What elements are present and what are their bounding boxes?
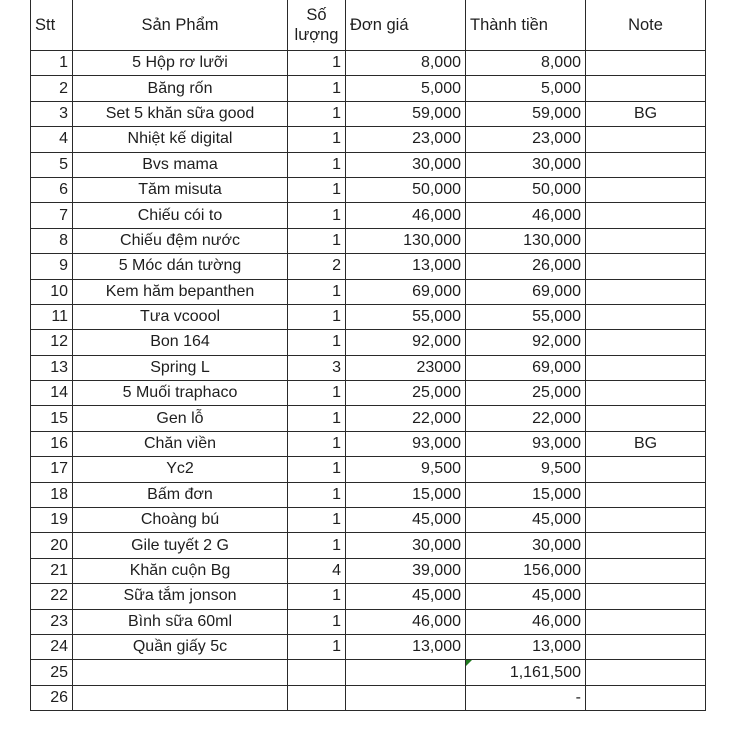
cell-product[interactable]: Tưa vcoool [73, 304, 288, 329]
cell-note[interactable] [586, 508, 706, 533]
cell-product[interactable]: Kem hăm bepanthen [73, 279, 288, 304]
cell-unit-price[interactable] [346, 685, 466, 710]
cell-total[interactable]: 23,000 [466, 127, 586, 152]
cell-total[interactable]: 9,500 [466, 457, 586, 482]
cell-stt[interactable]: 23 [31, 609, 73, 634]
table-row [31, 304, 706, 329]
header-quantity[interactable] [288, 0, 346, 51]
cell-note[interactable] [586, 203, 706, 228]
cell-unit-price[interactable]: 23,000 [346, 127, 466, 152]
cell-unit-price[interactable]: 46,000 [346, 609, 466, 634]
cell-note[interactable] [586, 533, 706, 558]
cell-total[interactable]: 156,000 [466, 558, 586, 583]
cell-note[interactable] [586, 279, 706, 304]
cell-quantity[interactable]: 1 [288, 508, 346, 533]
cell-product[interactable]: Chăn viền [73, 431, 288, 456]
cell-note[interactable]: BG [586, 101, 706, 126]
cell-unit-price[interactable]: 46,000 [346, 203, 466, 228]
table-row [31, 127, 706, 152]
cell-product[interactable]: Chiếu đệm nước [73, 228, 288, 253]
cell-quantity[interactable]: 2 [288, 254, 346, 279]
cell-unit-price[interactable]: 22,000 [346, 406, 466, 431]
cell-note[interactable] [586, 254, 706, 279]
header-quantity-line2: lượng [294, 26, 339, 44]
cell-total[interactable]: 69,000 [466, 279, 586, 304]
table-row [31, 101, 706, 126]
cell-total[interactable]: 5,000 [466, 76, 586, 101]
cell-quantity[interactable]: 1 [288, 482, 346, 507]
cell-unit-price[interactable]: 55,000 [346, 304, 466, 329]
cell-total[interactable]: 45,000 [466, 584, 586, 609]
cell-stt[interactable]: 4 [31, 127, 73, 152]
cell-stt[interactable]: 21 [31, 558, 73, 583]
header-product[interactable]: Sản Phẩm [73, 0, 288, 51]
cell-note[interactable] [586, 51, 706, 76]
cell-quantity[interactable]: 1 [288, 177, 346, 202]
cell-unit-price[interactable]: 9,500 [346, 457, 466, 482]
cell-note[interactable] [586, 177, 706, 202]
table-row [31, 431, 706, 456]
cell-total[interactable]: 69,000 [466, 355, 586, 380]
cell-total[interactable]: - [466, 685, 586, 710]
table-row [31, 177, 706, 202]
cell-product[interactable]: 5 Hộp rơ lưỡi [73, 51, 288, 76]
cell-stt[interactable]: 17 [31, 457, 73, 482]
cell-quantity[interactable] [288, 660, 346, 685]
cell-total[interactable]: 92,000 [466, 330, 586, 355]
cell-quantity[interactable] [288, 685, 346, 710]
cell-stt[interactable]: 1 [31, 51, 73, 76]
cell-quantity[interactable]: 1 [288, 381, 346, 406]
table-row [31, 279, 706, 304]
cell-unit-price[interactable]: 93,000 [346, 431, 466, 456]
cell-unit-price[interactable]: 50,000 [346, 177, 466, 202]
cell-stt[interactable]: 3 [31, 101, 73, 126]
cell-note[interactable] [586, 457, 706, 482]
cell-note[interactable]: BG [586, 431, 706, 456]
cell-quantity[interactable]: 1 [288, 584, 346, 609]
cell-stt[interactable]: 16 [31, 431, 73, 456]
cell-quantity[interactable]: 1 [288, 101, 346, 126]
cell-stt[interactable]: 25 [31, 660, 73, 685]
cell-unit-price[interactable]: 30,000 [346, 152, 466, 177]
cell-stt[interactable]: 15 [31, 406, 73, 431]
cell-total[interactable]: 13,000 [466, 634, 586, 659]
cell-product[interactable]: Băng rốn [73, 76, 288, 101]
cell-product[interactable] [73, 685, 288, 710]
cell-total[interactable]: 25,000 [466, 381, 586, 406]
cell-quantity[interactable]: 1 [288, 203, 346, 228]
header-note[interactable]: Note [586, 0, 706, 51]
cell-total[interactable]: 30,000 [466, 533, 586, 558]
cell-quantity[interactable]: 1 [288, 431, 346, 456]
cell-product[interactable]: Bvs mama [73, 152, 288, 177]
cell-quantity[interactable]: 3 [288, 355, 346, 380]
cell-note[interactable] [586, 152, 706, 177]
cell-total[interactable]: 55,000 [466, 304, 586, 329]
table-row [31, 254, 706, 279]
cell-quantity[interactable]: 1 [288, 609, 346, 634]
cell-total[interactable]: 50,000 [466, 177, 586, 202]
table-row [31, 457, 706, 482]
cell-stt[interactable]: 18 [31, 482, 73, 507]
table-row [31, 51, 706, 76]
cell-unit-price[interactable]: 15,000 [346, 482, 466, 507]
cell-note[interactable] [586, 381, 706, 406]
table-row [31, 634, 706, 659]
cell-total[interactable]: 30,000 [466, 152, 586, 177]
cell-product[interactable]: Choàng bú [73, 508, 288, 533]
header-row [31, 0, 706, 51]
cell-quantity[interactable]: 1 [288, 330, 346, 355]
cell-stt[interactable]: 11 [31, 304, 73, 329]
cell-unit-price[interactable]: 23000 [346, 355, 466, 380]
cell-product[interactable]: Set 5 khăn sữa good [73, 101, 288, 126]
cell-stt[interactable]: 12 [31, 330, 73, 355]
cell-quantity[interactable]: 1 [288, 127, 346, 152]
cell-total[interactable]: 46,000 [466, 203, 586, 228]
cell-stt[interactable]: 9 [31, 254, 73, 279]
cell-unit-price[interactable]: 59,000 [346, 101, 466, 126]
cell-product[interactable]: Bon 164 [73, 330, 288, 355]
cell-product[interactable]: Gile tuyết 2 G [73, 533, 288, 558]
cell-total[interactable]: 130,000 [466, 228, 586, 253]
cell-total[interactable]: 1,161,500 [466, 660, 586, 685]
cell-quantity[interactable]: 1 [288, 76, 346, 101]
cell-total[interactable]: 22,000 [466, 406, 586, 431]
cell-stt[interactable]: 8 [31, 228, 73, 253]
cell-note[interactable] [586, 634, 706, 659]
cell-product[interactable]: Gen lỗ [73, 406, 288, 431]
cell-note[interactable] [586, 76, 706, 101]
cell-note[interactable] [586, 660, 706, 685]
table-row [31, 482, 706, 507]
table-row [31, 228, 706, 253]
header-quantity-line1: Số [306, 6, 327, 24]
table-row [31, 203, 706, 228]
cell-quantity[interactable]: 1 [288, 228, 346, 253]
cell-unit-price[interactable]: 30,000 [346, 533, 466, 558]
cell-product[interactable]: Sữa tắm jonson [73, 584, 288, 609]
cell-note[interactable] [586, 330, 706, 355]
cell-stt[interactable]: 14 [31, 381, 73, 406]
cell-note[interactable] [586, 558, 706, 583]
cell-total[interactable]: 59,000 [466, 101, 586, 126]
cell-product[interactable]: Nhiệt kế digital [73, 127, 288, 152]
cell-total[interactable]: 26,000 [466, 254, 586, 279]
cell-quantity[interactable]: 4 [288, 558, 346, 583]
cell-quantity[interactable]: 1 [288, 152, 346, 177]
cell-stt[interactable]: 7 [31, 203, 73, 228]
cell-product[interactable]: Bấm đơn [73, 482, 288, 507]
cell-quantity[interactable]: 1 [288, 304, 346, 329]
cell-unit-price[interactable]: 13,000 [346, 254, 466, 279]
table-row [31, 584, 706, 609]
cell-stt[interactable]: 5 [31, 152, 73, 177]
cell-stt[interactable]: 2 [31, 76, 73, 101]
cell-note[interactable] [586, 685, 706, 710]
cell-product[interactable]: 5 Móc dán tường [73, 254, 288, 279]
table-row [31, 685, 706, 710]
cell-unit-price[interactable]: 13,000 [346, 634, 466, 659]
invoice-table [30, 0, 706, 711]
cell-stt[interactable]: 10 [31, 279, 73, 304]
cell-note[interactable] [586, 355, 706, 380]
cell-unit-price[interactable]: 5,000 [346, 76, 466, 101]
cell-note[interactable] [586, 482, 706, 507]
cell-quantity[interactable]: 1 [288, 457, 346, 482]
cell-unit-price[interactable]: 25,000 [346, 381, 466, 406]
table-row [31, 152, 706, 177]
header-total[interactable]: Thành tiền [466, 0, 586, 51]
cell-product[interactable]: Yc2 [73, 457, 288, 482]
cell-product[interactable]: Quần giấy 5c [73, 634, 288, 659]
cell-unit-price[interactable] [346, 660, 466, 685]
cell-unit-price[interactable]: 92,000 [346, 330, 466, 355]
cell-unit-price[interactable]: 39,000 [346, 558, 466, 583]
table-row [31, 533, 706, 558]
cell-stt[interactable]: 24 [31, 634, 73, 659]
cell-quantity[interactable]: 1 [288, 634, 346, 659]
cell-total[interactable]: 8,000 [466, 51, 586, 76]
cell-quantity[interactable]: 1 [288, 406, 346, 431]
cell-note[interactable] [586, 406, 706, 431]
table-row [31, 381, 706, 406]
cell-stt[interactable]: 26 [31, 685, 73, 710]
table-row [31, 660, 706, 685]
table-row [31, 508, 706, 533]
cell-unit-price[interactable]: 45,000 [346, 584, 466, 609]
cell-unit-price[interactable]: 69,000 [346, 279, 466, 304]
cell-product[interactable]: Khăn cuộn Bg [73, 558, 288, 583]
cell-quantity[interactable]: 1 [288, 279, 346, 304]
cell-stt[interactable]: 6 [31, 177, 73, 202]
cell-product[interactable]: Spring L [73, 355, 288, 380]
cell-stt[interactable]: 20 [31, 533, 73, 558]
table-row [31, 355, 706, 380]
cell-product[interactable]: 5 Muối traphaco [73, 381, 288, 406]
cell-product[interactable]: Tăm misuta [73, 177, 288, 202]
table-row [31, 330, 706, 355]
cell-unit-price[interactable]: 45,000 [346, 508, 466, 533]
cell-product[interactable]: Bình sữa 60ml [73, 609, 288, 634]
cell-unit-price[interactable]: 130,000 [346, 228, 466, 253]
cell-quantity[interactable]: 1 [288, 533, 346, 558]
table-row [31, 76, 706, 101]
cell-quantity[interactable]: 1 [288, 51, 346, 76]
cell-stt[interactable]: 22 [31, 584, 73, 609]
cell-total[interactable]: 46,000 [466, 609, 586, 634]
cell-total[interactable]: 15,000 [466, 482, 586, 507]
table-row [31, 406, 706, 431]
cell-product[interactable] [73, 660, 288, 685]
cell-note[interactable] [586, 127, 706, 152]
table-row [31, 609, 706, 634]
cell-product[interactable]: Chiếu cói to [73, 203, 288, 228]
cell-total[interactable]: 45,000 [466, 508, 586, 533]
cell-total[interactable]: 93,000 [466, 431, 586, 456]
cell-note[interactable] [586, 228, 706, 253]
cell-stt[interactable]: 13 [31, 355, 73, 380]
cell-note[interactable] [586, 584, 706, 609]
table-row [31, 558, 706, 583]
cell-note[interactable] [586, 304, 706, 329]
header-stt[interactable]: Stt [31, 0, 73, 51]
cell-stt[interactable]: 19 [31, 508, 73, 533]
cell-unit-price[interactable]: 8,000 [346, 51, 466, 76]
header-unit-price[interactable]: Đơn giá [346, 0, 466, 51]
cell-note[interactable] [586, 609, 706, 634]
